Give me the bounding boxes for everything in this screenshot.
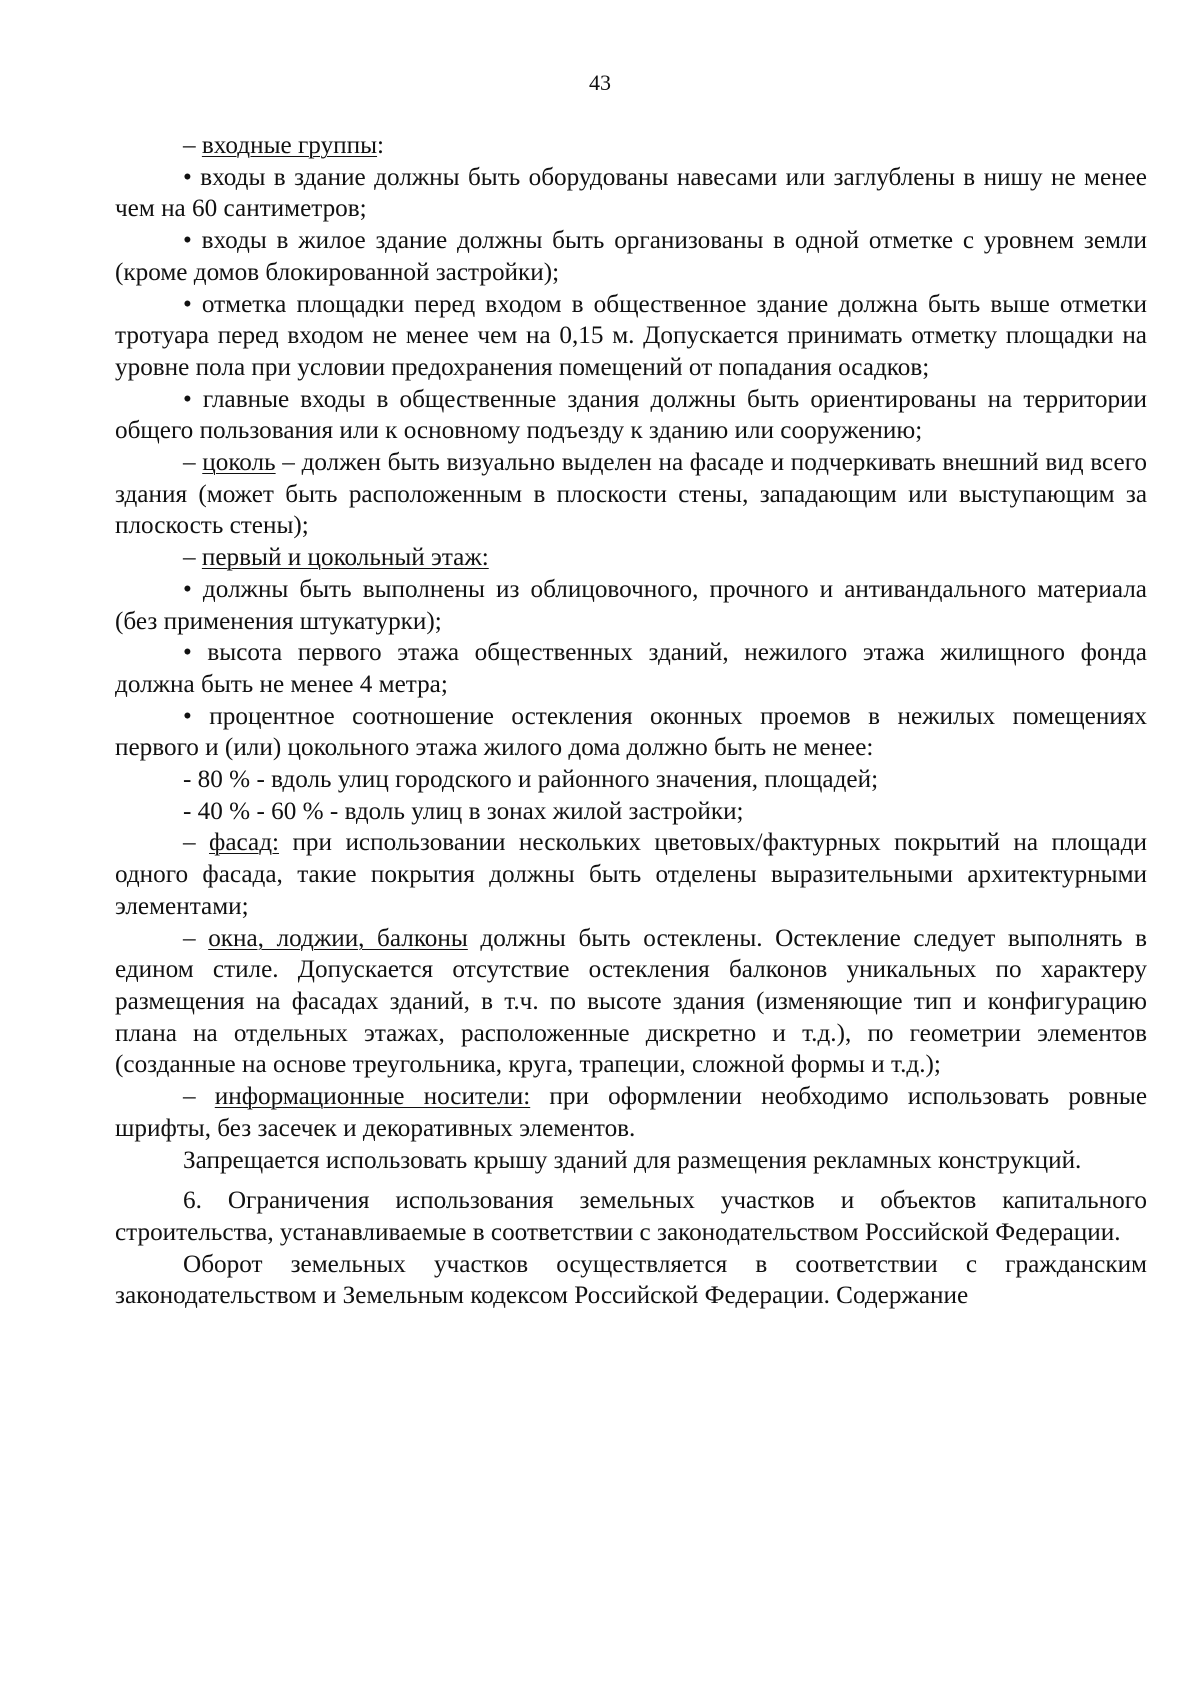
underlined-term: информационные носители: (214, 1083, 531, 1111)
bullet-glazing-ratio: • процентное соотношение остекления оконных проемов в нежилых помещениях первого и (или) цокольного этажа жилого дома должно быть не менее: (115, 702, 1147, 762)
document-body (115, 130, 1147, 1312)
dash-prefix: – (183, 1083, 215, 1111)
bullet-floor-height: • высота первого этажа общественных зданий, нежилого этажа жилищного фонда должна быть не менее 4 метра; (115, 639, 1147, 698)
glazing-80-item: - 80 % - вдоль улиц городского и районного значения, площадей; (183, 766, 879, 794)
paragraph-text: – должен быть визуально выделен на фасаде и подчеркивать внешний вид всего здания (может быть расположенным в плоскости стены, западающим или выступающим за плоскость стены); (115, 449, 1147, 540)
dash-prefix: – (183, 829, 210, 857)
underlined-term: окна, лоджии, балконы (208, 924, 468, 952)
dash-prefix: – (183, 449, 203, 477)
bullet-entrances-canopies: • входы в здание должны быть оборудованы навесами или заглублены в нишу не менее чем на 60 сантиметров; (115, 163, 1147, 223)
bullet-entrances-level: • входы в жилое здание должны быть организованы в одной отметке с уровнем земли (кроме домов блокированной застройки); (115, 227, 1147, 286)
underlined-term: первый и цокольный этаж: (201, 544, 489, 572)
facade-paragraph (115, 827, 1147, 922)
dash-prefix: – (183, 132, 202, 159)
first-floor-heading (115, 542, 1147, 574)
paragraph-text: при использовании нескольких цветовых/фактурных покрытий на площади одного фасада, такие покрытия должны быть отделены выразительными архитектурными элементами; (115, 829, 1148, 920)
glazing-40-60-item: - 40 % - 60 % - вдоль улиц в зонах жилой застройки; (183, 797, 744, 825)
underlined-term: входные группы (201, 132, 378, 159)
bullet-main-entrances: • главные входы в общественные здания должны быть ориентированы на территории общего пользования или к основному подъезду к зданию или сооружению; (115, 385, 1147, 445)
info-carriers-paragraph (115, 1081, 1147, 1144)
roof-ban-paragraph: Запрещается использовать крышу зданий для размещения рекламных конструкций. (183, 1146, 1082, 1174)
windows-loggias-paragraph (115, 923, 1147, 1082)
dash-prefix: – (183, 924, 209, 952)
entrance-groups-heading (115, 130, 1147, 162)
underlined-term: цоколь (202, 449, 276, 477)
paragraph-text: должны быть остеклены. Остекление следует выполнять в едином стиле. Допускается отсутствие остекления балконов уникальных по характеру размещения на фасадах зданий, в т.ч. по высоте здания (изменяющие тип и конфигурацию плана на отдельных этажах, расположенные дискретно и т.д.), по геометрии элементов (созданные на основе треугольника, круга, трапеции, сложной формы и т.д.); (115, 924, 1148, 1079)
land-turnover-paragraph: Оборот земельных участков осуществляется в соответствии с гражданским законодательством и Земельным кодексом Российской Федерации. Содержание (115, 1250, 1147, 1310)
page-number: 43 (589, 70, 611, 95)
paragraph-text: : (377, 132, 385, 159)
section-6-heading: 6. Ограничения использования земельных участков и объектов капитального строительства, устанавливаемые в соответствии с законодательством Российской Федерации. (115, 1187, 1147, 1246)
paragraph-text: при оформлении необходимо использовать ровные шрифты, без засечек и декоративных элементов. (115, 1083, 1148, 1142)
bullet-platform-level: • отметка площадки перед входом в общественное здание должна быть выше отметки тротуара перед входом не менее чем на 0,15 м. Допускается принимать отметку площадки на уровне пола при условии предохранения помещений от попадания осадков; (115, 290, 1147, 381)
bullet-cladding: • должны быть выполнены из облицовочного, прочного и антивандального материала (без применения штукатурки); (115, 575, 1147, 635)
plinth-paragraph (115, 447, 1147, 542)
dash-prefix: – (183, 544, 202, 572)
underlined-term: фасад: (209, 829, 280, 857)
